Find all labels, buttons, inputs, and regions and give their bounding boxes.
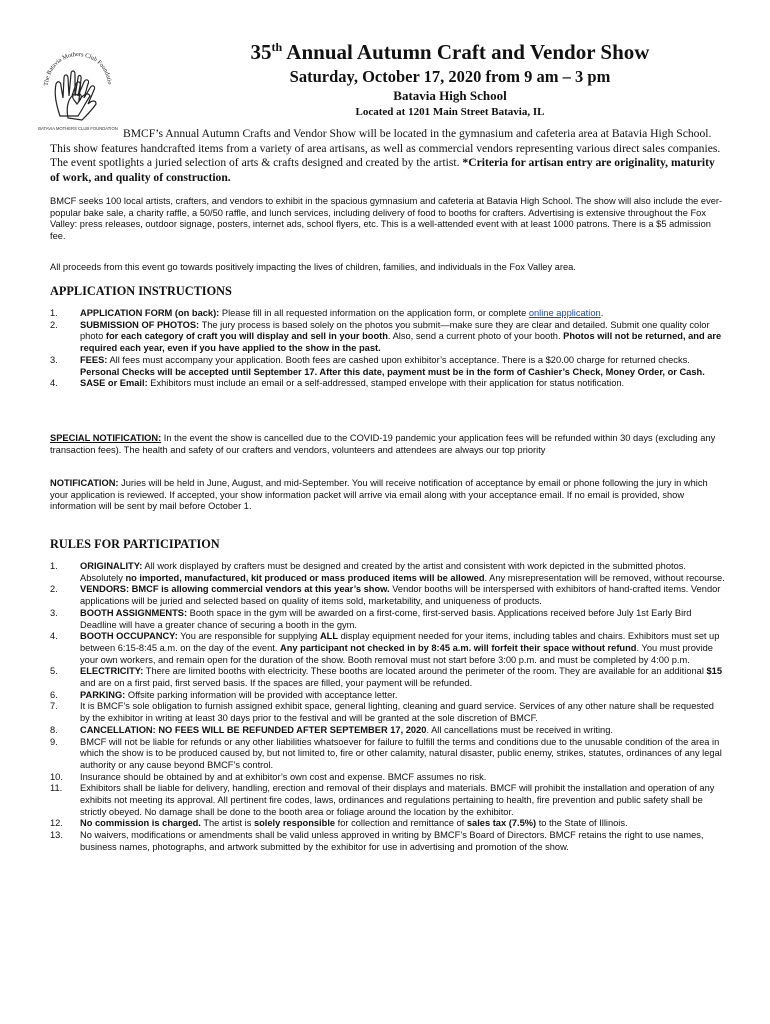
list-item: 2. SUBMISSION OF PHOTOS: The jury process is based solely on the photos you submit—make sure they are clear and detailed. Submit one quality color photo for each category of craft you will display and sell in your booth. Also, send a current photo of your booth. Photos will not be returned, and are required each year, even if you have applied to the show in the past.	[50, 319, 722, 354]
list-item: 10. Insurance should be obtained by and at exhibitor’s own cost and expense. BMCF assumes no risk.	[50, 771, 487, 782]
list-item: 8. CANCELLATION: NO FEES WILL BE REFUNDED AFTER SEPTEMBER 17, 2020. All cancellations must be received in writing.	[50, 724, 613, 735]
rules-heading: RULES FOR PARTICIPATION	[50, 537, 220, 551]
list-item: 7. It is BMCF’s sole obligation to furnish assigned exhibit space, general lighting, cleaning and guard service. Services of any other nature shall be requested by the exhibitor in writing at least 30 days prior to the festival and will be granted at the sole discretion of BMCF.	[50, 701, 714, 724]
notification-paragraph: NOTIFICATION: Juries will be held in June, August, and mid-September. You will receive notification of acceptance by email or phone following the jury in which your application is reviewed. If accepted, your show information packet will arrive via email along with your acceptance email. If no email is provided, show information will be sent by mail before October 1.	[50, 478, 708, 512]
list-item: 1. APPLICATION FORM (on back): Please fill in all requested information on the application form, or complete online application.	[50, 308, 604, 318]
list-item: 4. SASE or Email: Exhibitors must include an email or a self-addressed, stamped envelope with their application for status notification.	[50, 378, 625, 389]
list-item: 9. BMCF will not be liable for refunds or any other liabilities whatsoever for failure to fulfill the terms and conditions due to the unusable condition of the area in which the show is to be produced caused by, but not limited to, fire or other calamity, natural disaster, public enemy, strikes, statutes, ordinances of any legal authority or any cause beyond BMCF’s control.	[50, 736, 722, 770]
list-item: 3. BOOTH ASSIGNMENTS: Booth space in the gym will be awarded on a first-come, first-served basis. Applications received before July 1st Early Bird Deadline will have a greater chance of securing a booth in the gym.	[50, 607, 692, 630]
overview-paragraph: BMCF seeks 100 local artists, crafters, and vendors to exhibit in the spacious gymnasium and cafeteria at Batavia High School. The show will also include the ever-popular bake sale, a charity raffle, a 50/50 raffle, and lunch services, including delivery of food to booths for crafters. Advertising is extensive throughout the Fox Valley: press releases, outdoor signage, posters, internet ads, school flyers, etc. This is a well-attended event with at least 1000 patrons. There is a $5 admission fee.	[50, 196, 723, 241]
hands-heart-logo-icon	[38, 38, 118, 138]
list-item: 12. No commission is charged. The artist is solely responsible for collection and remittance of sales tax (7.5%) to the State of Illinois.	[50, 818, 628, 829]
event-venue: Batavia High School	[393, 88, 507, 103]
application-list	[50, 308, 726, 390]
event-date: Saturday, October 17, 2020 from 9 am – 3 pm	[289, 67, 611, 86]
proceeds-paragraph: All proceeds from this event go towards positively impacting the lives of children, families, and individuals in the Fox Valley area.	[50, 262, 576, 272]
list-item: 5. ELECTRICITY: There are limited booths with electricity. These booths are located around the perimeter of the room. They are available for an additional $15 and are on a first paid, first served basis. If the spaces are filled, your payment will be refunded.	[50, 666, 722, 689]
list-item: 6. PARKING: Offsite parking information will be provided with acceptance letter.	[50, 689, 398, 700]
list-item: 2. VENDORS: BMCF is allowing commercial vendors at this year’s show. Vendor booths will be interspersed with exhibitors of hand-crafted items. Vendor applications will be juried and selected based on quality of items sold, marketability, and uniqueness of products.	[50, 584, 721, 607]
application-heading: APPLICATION INSTRUCTIONS	[50, 284, 232, 298]
page-title: 35th Annual Autumn Craft and Vendor Show	[250, 40, 650, 64]
logo-caption: BATAVIA MOTHERS CLUB FOUNDATION	[38, 126, 118, 131]
foundation-logo	[38, 38, 118, 138]
special-notification: SPECIAL NOTIFICATION: In the event the show is cancelled due to the COVID-19 pandemic your application fees will be refunded within 30 days (excluding any transaction fees). The health and safety of our crafters and vendors, volunteers and attendees are always our top priority	[50, 433, 716, 455]
rules-list	[50, 561, 726, 854]
logo-ring-text: The Batavia Mothers Club Foundatio	[42, 50, 113, 87]
intro-paragraph: BMCF’s Annual Autumn Crafts and Vendor Show will be located in the gymnasium and cafeteria area at Batavia High School. This show features handcrafted items from a variety of area artisans, as well as commercial vendors representing various direct sales companies. The event spotlights a juried selection of arts & crafts designed and created by the artist. *Criteria for artisan entry are originality, maturity of work, and quality of construction.	[50, 127, 721, 184]
list-item: 3. FEES: All fees must accompany your application. Booth fees are cashed upon exhibitor’s acceptance. There is a $20.00 charge for returned checks. Personal Checks will be accepted until September 17. After this date, payment must be in the form of Cashier’s Check, Money Order, or Cash.	[50, 354, 705, 377]
list-item: 13. No waivers, modifications or amendments shall be valid unless approved in writing by BMCF’s Board of Directors. BMCF retains the right to use names, business names, photographs, and artwork submitted by the exhibitor for use in advertising and promotion of the show.	[50, 830, 704, 852]
list-item: 1. ORIGINALITY: All work displayed by crafters must be designed and created by the artist and consistent with work depicted in the submitted photos. Absolutely no imported, manufactured, kit produced or mass produced items will be allowed. Any misrepresentation will be removed, without recourse.	[50, 561, 725, 583]
list-item: 11. Exhibitors shall be liable for delivery, handling, erection and removal of their displays and materials. BMCF will prohibit the installation and operation of any exhibits not meeting its approval. All pertinent fire codes, laws, ordinances and regulations pertaining to health, fire prevention and public safety shall be strictly obeyed. No damage shall be done to the booth area or foliage around the location by the exhibitor.	[50, 783, 715, 817]
list-item: 4. BOOTH OCCUPANCY: You are responsible for supplying ALL display equipment needed for your items, including tables and chairs. Exhibitors must set up between 6:15-8:45 a.m. on the day of the event. Any participant not checked in by 8:45 a.m. will forfeit their space without refund. You must provide your own workers, and remain open for the duration of the show. Booth removal must not start before 3:00 p.m. and must be completed by 4:00 p.m.	[50, 631, 720, 665]
online-application-link[interactable]: online application	[528, 308, 601, 318]
event-location: Located at 1201 Main Street Batavia, IL	[355, 106, 545, 118]
